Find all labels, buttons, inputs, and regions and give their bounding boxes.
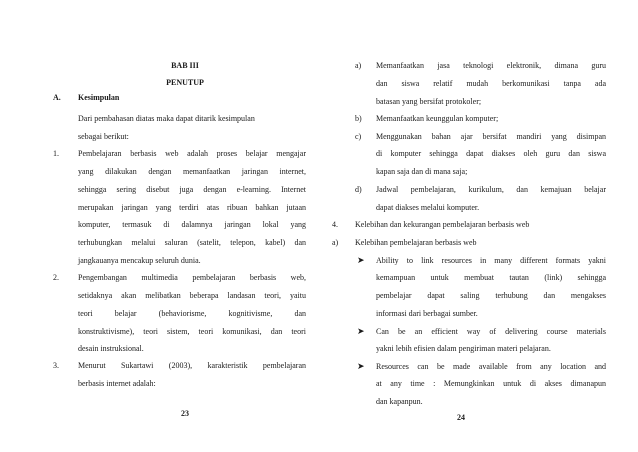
section-letter: A. bbox=[53, 93, 61, 102]
bullet-line: Resources can be made available from any location and bbox=[376, 362, 606, 371]
list-line: dapat diakses melalui komputer. bbox=[376, 203, 480, 212]
intro-line: sebagai berikut: bbox=[78, 132, 129, 141]
list-line: Menurut Sukartawi (2003), karakteristik pembelajaran bbox=[78, 361, 306, 370]
section-title: Kesimpulan bbox=[78, 93, 120, 102]
list-line: setidaknya akan melibatkan beberapa landasan teori, yaitu bbox=[78, 291, 306, 300]
list-line: Pembelajaran berbasis web adalah proses belajar mengajar bbox=[78, 149, 306, 158]
list-line: konstruktivisme), teori sistem, teori komunikasi, dan teori bbox=[78, 327, 306, 336]
arrow-bullet-icon: ➤ bbox=[357, 326, 365, 336]
bullet-line: at any time : Memungkinkan untuk di akses dimanapun bbox=[376, 379, 606, 388]
page-number: 23 bbox=[181, 409, 189, 418]
bullet-line: Can be an efficient way of delivering course materials bbox=[376, 327, 606, 336]
list-letter: b) bbox=[355, 114, 362, 123]
list-line: sehingga sering disebut juga dengan e-learning. Internet bbox=[78, 185, 306, 194]
list-line: teori belajar (behaviorisme, kognitivisme, dan bbox=[78, 309, 306, 318]
list-line: Menggunakan bahan ajar bersifat mandiri yang disimpan bbox=[376, 132, 606, 141]
list-line: terhubungkan melalui saluran (satelit, telepon, kabel) dan bbox=[78, 238, 306, 247]
list-line: desain instruksional. bbox=[78, 344, 144, 353]
list-line: Memanfaatkan keunggulan komputer; bbox=[376, 114, 499, 123]
list-line: Jadwal pembelajaran, kurikulum, dan kemajuan belajar bbox=[376, 185, 606, 194]
chapter-title: BAB III bbox=[171, 61, 199, 70]
list-line: di komputer sehingga dapat diakses oleh guru dan siswa bbox=[376, 149, 606, 158]
arrow-bullet-icon: ➤ bbox=[357, 255, 365, 265]
bullet-line: Ability to link resources in many different formats yakni bbox=[376, 256, 606, 265]
list-number: 3. bbox=[53, 361, 59, 370]
list-line: jangkauanya mencakup seluruh dunia. bbox=[78, 256, 201, 265]
right-page bbox=[319, 0, 638, 452]
list-letter: a) bbox=[355, 61, 362, 70]
list-letter: c) bbox=[355, 132, 362, 141]
list-letter: d) bbox=[355, 185, 362, 194]
list-line: Pengembangan multimedia pembelajaran berbasis web, bbox=[78, 273, 306, 282]
list-line: merupakan jaringan yang terdiri atas ribuan bahkan jutaan bbox=[78, 203, 306, 212]
subsection-title: Kelebihan pembelajaran berbasis web bbox=[355, 238, 477, 247]
section-number: 4. bbox=[332, 220, 338, 229]
list-line: dan siswa relatif mudah berkomunikasi tanpa ada bbox=[376, 79, 606, 88]
bullet-line: yakni lebih efisien dalam pengiriman materi pelajaran. bbox=[376, 344, 551, 353]
list-number: 2. bbox=[53, 273, 59, 282]
page-number: 24 bbox=[457, 413, 465, 422]
bullet-line: dan kapanpun. bbox=[376, 397, 423, 406]
list-line: batasan yang bersifat protokoler; bbox=[376, 97, 482, 106]
list-line: Memanfaatkan jasa teknologi elektronik, dimana guru bbox=[376, 61, 606, 70]
chapter-heading: PENUTUP bbox=[166, 78, 204, 87]
list-number: 1. bbox=[53, 149, 59, 158]
list-line: berbasis internet adalah: bbox=[78, 379, 156, 388]
list-line: kapan saja dan di mana saja; bbox=[376, 167, 468, 176]
intro-line: Dari pembahasan diatas maka dapat ditarik kesimpulan bbox=[78, 114, 255, 123]
list-line: yang dilakukan dengan memanfaatkan jaringan internet, bbox=[78, 167, 306, 176]
bullet-line: informasi dari berbagai sumber. bbox=[376, 309, 478, 318]
subsection-letter: a) bbox=[332, 238, 339, 247]
bullet-line: kemampuan untuk membuat tautan (link) sehingga bbox=[376, 273, 606, 282]
arrow-bullet-icon: ➤ bbox=[357, 361, 365, 371]
bullet-line: pembelajar dapat saling terhubung dan mengakses bbox=[376, 291, 606, 300]
section-title: Kelebihan dan kekurangan pembelajaran berbasis web bbox=[355, 220, 530, 229]
list-line: komputer, termasuk di dalamnya jaringan lokal yang bbox=[78, 220, 306, 229]
